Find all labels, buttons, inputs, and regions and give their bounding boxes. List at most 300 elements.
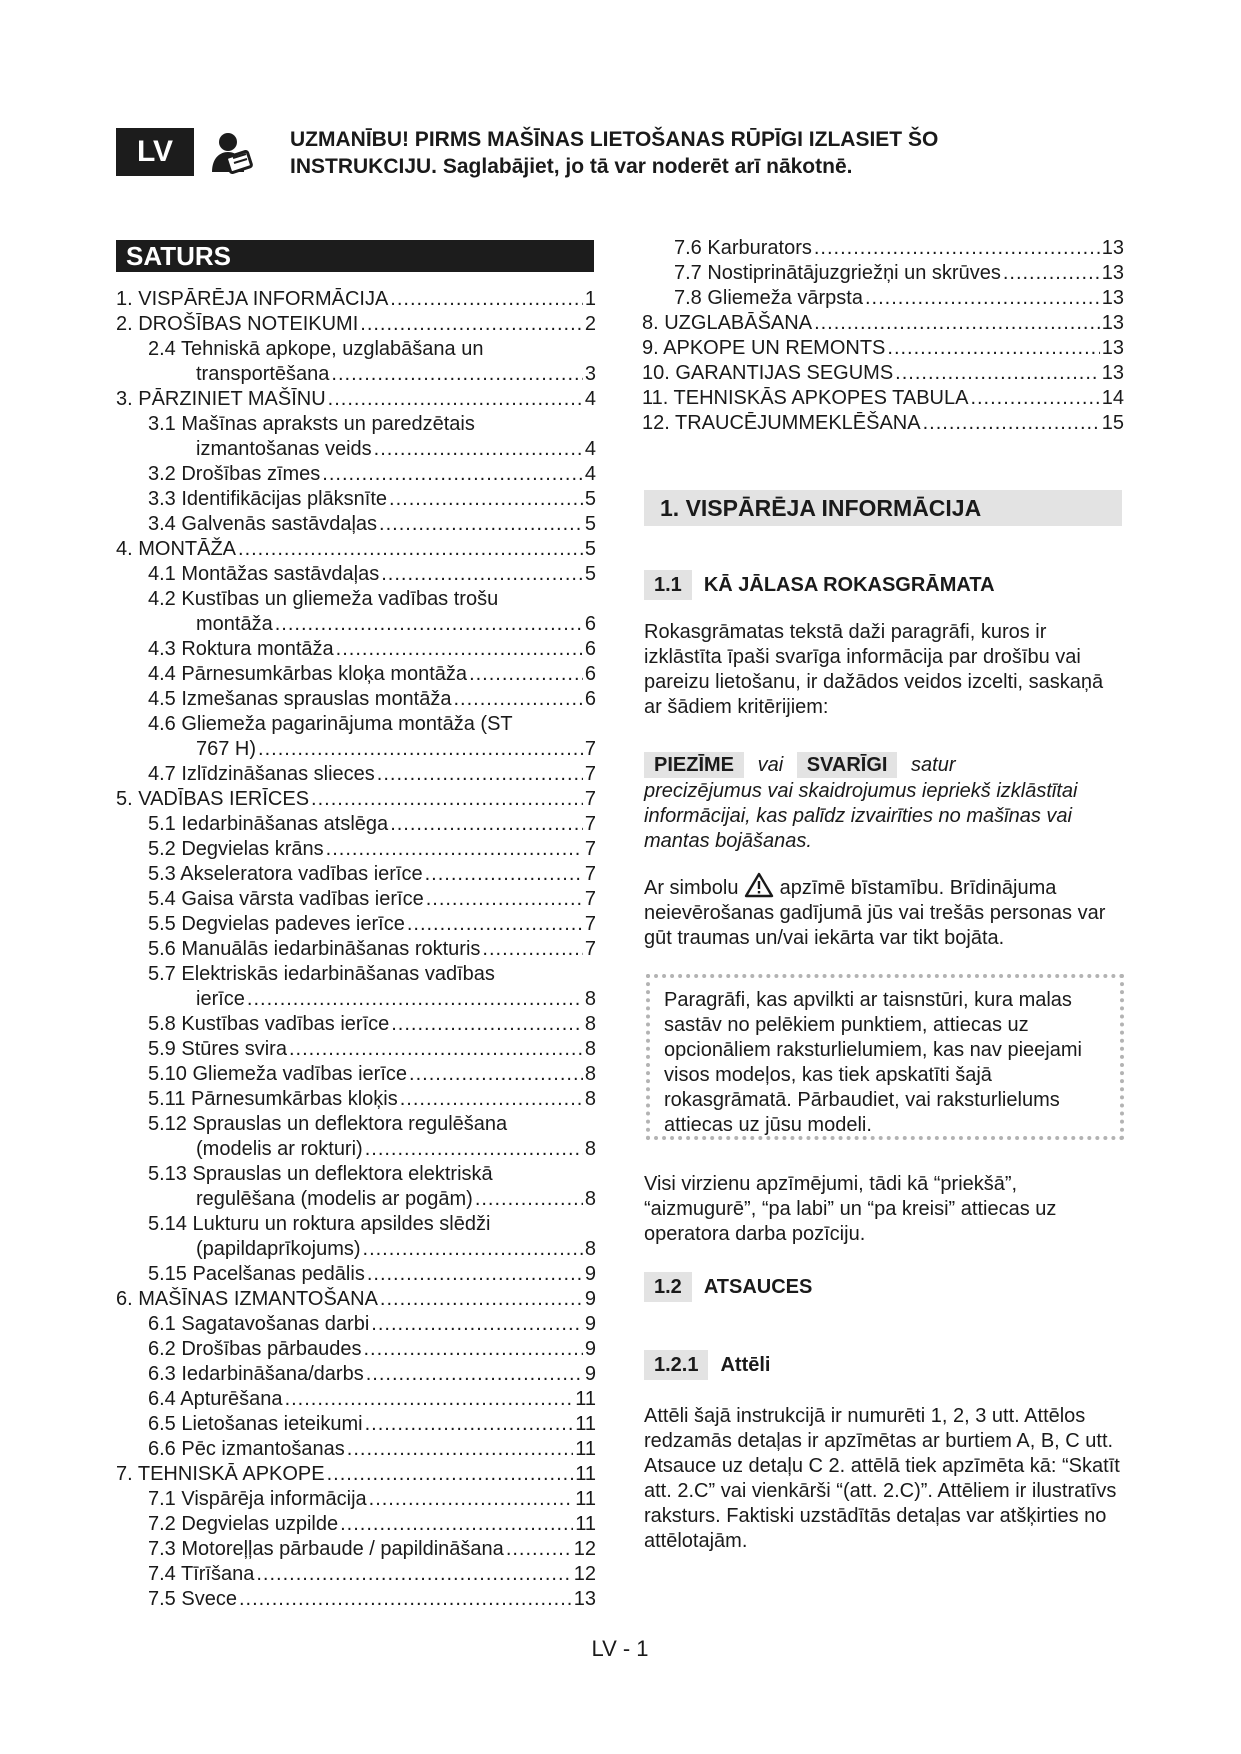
toc-entry-row xyxy=(116,737,596,762)
toc-dot-leader xyxy=(374,437,583,462)
toc-dot-leader xyxy=(469,662,583,687)
toc-entry-row xyxy=(116,637,596,662)
toc-page-number: 3 xyxy=(584,363,596,385)
toc-dot-leader xyxy=(409,1062,583,1087)
toc-entry-row xyxy=(116,1487,596,1512)
toc-dot-leader xyxy=(381,562,583,587)
toc-page-number: 8 xyxy=(584,1138,596,1160)
toc-page-number: 11 xyxy=(575,1438,596,1460)
toc-entry-title: 5.12 Sprauslas un deflektora regulēšana xyxy=(148,1113,508,1135)
toc-entry xyxy=(116,1087,596,1112)
toc-entry xyxy=(116,812,596,837)
toc-page-number: 4 xyxy=(584,388,596,410)
toc-dot-leader xyxy=(426,887,583,912)
toc-entry xyxy=(116,487,596,512)
toc-page-number: 7 xyxy=(584,863,596,885)
note-tag: PIEZĪME xyxy=(644,752,744,778)
toc-entry-title: 6.4 Apturēšana xyxy=(148,1388,283,1410)
toc-entry-row xyxy=(116,837,596,862)
toc-page-number: 15 xyxy=(1101,412,1124,434)
toc-entry xyxy=(116,1487,596,1512)
toc-entry xyxy=(642,261,1124,286)
toc-dot-leader xyxy=(363,1237,583,1262)
toc-entry xyxy=(116,1462,596,1487)
toc-entry-row xyxy=(116,287,596,312)
toc-entry-row xyxy=(116,937,596,962)
toc-page-number: 7 xyxy=(584,838,596,860)
toc-page-number: 7 xyxy=(584,738,596,760)
toc-page-number: 5 xyxy=(584,488,596,510)
toc-page-number: 6 xyxy=(584,688,596,710)
toc-page-number: 13 xyxy=(1101,362,1124,384)
toc-dot-leader xyxy=(970,386,1099,411)
toc-dot-leader xyxy=(454,687,583,712)
toc-dot-leader xyxy=(311,787,583,812)
toc-entry-title: 9. APKOPE UN REMONTS xyxy=(642,337,886,359)
toc-dot-leader xyxy=(1003,261,1100,286)
toc-dot-leader xyxy=(506,1537,572,1562)
warning-line-1: UZMANĪBU! PIRMS MAŠĪNAS LIETOŠANAS RŪPĪGI IZLASIET ŠO xyxy=(290,128,939,151)
toc-entry xyxy=(116,937,596,962)
toc-entry-row xyxy=(116,1087,596,1112)
toc-entry xyxy=(116,587,596,637)
toc-page-number: 9 xyxy=(584,1338,596,1360)
toc-entry-row xyxy=(116,1137,596,1162)
section-1-heading: 1. VISPĀRĒJA INFORMĀCIJA xyxy=(644,490,1122,526)
toc-dot-leader xyxy=(390,287,583,312)
subsection-number: 1.2.1 xyxy=(644,1350,708,1380)
toc-dot-leader xyxy=(347,1437,573,1462)
toc-dot-leader xyxy=(814,311,1100,336)
toc-page-number: 14 xyxy=(1101,387,1124,409)
subsection-title: KĀ JĀLASA ROKASGRĀMATA xyxy=(703,573,995,596)
toc-entry xyxy=(116,312,596,337)
toc-entry-title: 7.5 Svece xyxy=(148,1588,237,1610)
toc-entry-title: 4.7 Izlīdzināšanas slieces xyxy=(148,763,375,785)
toc-page-number: 12 xyxy=(573,1538,596,1560)
toc-dot-leader xyxy=(326,837,583,862)
toc-entry-title: 7.3 Motoreļļas pārbaude / papildināšana xyxy=(148,1538,504,1560)
toc-entry-title: 4.5 Izmešanas sprauslas montāža xyxy=(148,688,452,710)
toc-entry-title: 7.7 Nostiprinātājuzgriežņi un skrūves xyxy=(674,262,1001,284)
toc-entry-title: 5. VADĪBAS IERĪCES xyxy=(116,788,310,810)
toc-page-number: 8 xyxy=(584,1088,596,1110)
toc-entry-row xyxy=(116,612,596,637)
toc-entry-row xyxy=(116,437,596,462)
toc-entry-title: 7. TEHNISKĀ APKOPE xyxy=(116,1463,325,1485)
toc-entry-title: 6.2 Drošības pārbaudes xyxy=(148,1338,362,1360)
toc-entry xyxy=(116,1012,596,1037)
toc-entry-row xyxy=(116,862,596,887)
note-tags-line xyxy=(644,753,1114,778)
toc-entry xyxy=(116,712,596,762)
toc-entry xyxy=(116,887,596,912)
toc-dot-leader xyxy=(400,1087,583,1112)
toc-entry xyxy=(642,236,1124,261)
toc-entry xyxy=(116,1587,596,1612)
toc-entry xyxy=(642,336,1124,361)
toc-entry-title: 4.6 Gliemeža pagarinājuma montāža (ST xyxy=(148,713,513,735)
toc-dot-leader xyxy=(340,1512,573,1537)
toc-entry-title: 3.4 Galvenās sastāvdaļas xyxy=(148,513,378,535)
toc-entry-row xyxy=(642,311,1124,336)
toc-dot-leader xyxy=(285,1387,574,1412)
note-or: vai xyxy=(757,754,784,776)
danger-symbol-paragraph xyxy=(644,872,1124,951)
intro-paragraph: Rokasgrāmatas tekstā daži paragrāfi, kuros ir izklāstīta īpaši svarīga informācija par drošību vai pareizu lietošanu, ir dažādos veidos izcelti, saskaņā ar šādiem kritērijiem: xyxy=(644,621,1104,718)
subsection-number: 1.1 xyxy=(644,570,692,600)
warning-line-2: INSTRUKCIJU. Saglabājiet, jo tā var noderēt arī nākotnē. xyxy=(290,155,853,178)
symbol-text-before: Ar simbolu xyxy=(644,877,739,899)
toc-dot-leader xyxy=(239,1587,572,1612)
toc-entry xyxy=(116,912,596,937)
toc-dot-leader xyxy=(256,1562,571,1587)
toc-dot-leader xyxy=(369,1487,574,1512)
toc-entry-title: 1. VISPĀRĒJA INFORMĀCIJA xyxy=(116,288,389,310)
toc-entry-row xyxy=(116,462,596,487)
toc-entry-title: 3. PĀRZINIET MAŠĪNU xyxy=(116,388,326,410)
toc-entry-title: 6.5 Lietošanas ieteikumi xyxy=(148,1413,363,1435)
toc-entry-row xyxy=(116,987,596,1012)
subsection-title: Attēli xyxy=(720,1353,771,1376)
toc-entry-row xyxy=(116,1012,596,1037)
toc-page-number: 5 xyxy=(584,513,596,535)
toc-entry xyxy=(116,512,596,537)
toc-page-number: 11 xyxy=(575,1388,596,1410)
toc-entry xyxy=(116,1037,596,1062)
toc-entry-row xyxy=(116,512,596,537)
toc-entry-title: 4.4 Pārnesumkārbas kloķa montāža xyxy=(148,663,468,685)
toc-entry-row xyxy=(116,1387,596,1412)
symbol-text-after: apzīmē bīstamību. Brīdinājuma neievērošanas gadījumā jūs vai trešās personas var gūt traumas un/vai iekārta var tikt bojāta. xyxy=(644,877,1106,949)
toc-entry-continuation: (papildaprīkojums) xyxy=(196,1238,361,1260)
toc-entry xyxy=(116,1262,596,1287)
toc-entry xyxy=(116,1512,596,1537)
toc-entry-row xyxy=(116,1187,596,1212)
toc-entry-title: 4.1 Montāžas sastāvdaļas xyxy=(148,563,380,585)
toc-dot-leader xyxy=(389,487,583,512)
toc-entry-row xyxy=(116,1287,596,1312)
toc-entry-continuation: 767 H) xyxy=(196,738,257,760)
page-number: LV - 1 xyxy=(591,1636,649,1661)
toc-entry xyxy=(116,537,596,562)
toc-entry-row xyxy=(642,361,1124,386)
toc-entry xyxy=(116,962,596,1012)
toc-entry-title: 5.4 Gaisa vārsta vadības ierīce xyxy=(148,888,424,910)
toc-page-number: 9 xyxy=(584,1263,596,1285)
toc-entry xyxy=(116,1362,596,1387)
subsection-1-2-1-heading xyxy=(644,1350,770,1380)
toc-entry xyxy=(116,1337,596,1362)
toc-entry-title: 5.7 Elektriskās iedarbināšanas vadības xyxy=(148,963,495,985)
toc-right-column xyxy=(642,236,1124,436)
toc-dot-leader xyxy=(328,387,583,412)
toc-page-number: 11 xyxy=(575,1488,596,1510)
toc-entry xyxy=(116,412,596,462)
reading-person-icon xyxy=(206,128,258,180)
toc-entry-row xyxy=(116,1587,596,1612)
toc-heading: SATURS xyxy=(116,240,594,272)
toc-page-number: 6 xyxy=(584,663,596,685)
toc-dot-leader xyxy=(258,737,583,762)
toc-page-number: 7 xyxy=(584,763,596,785)
toc-entry-title: 10. GARANTIJAS SEGUMS xyxy=(642,362,894,384)
toc-entry-title: 5.11 Pārnesumkārbas kloķis xyxy=(148,1088,398,1110)
toc-entry-title: 6.3 Iedarbināšana/darbs xyxy=(148,1363,364,1385)
toc-entry-title: 5.10 Gliemeža vadības ierīce xyxy=(148,1063,408,1085)
toc-entry-title: 5.9 Stūres svira xyxy=(148,1038,287,1060)
toc-dot-leader xyxy=(425,862,583,887)
toc-dot-leader xyxy=(367,1262,583,1287)
toc-entry-title: 5.14 Lukturu un roktura apsildes slēdži xyxy=(148,1213,491,1235)
toc-entry-row xyxy=(116,912,596,937)
toc-page-number: 11 xyxy=(575,1463,596,1485)
language-badge: LV xyxy=(116,128,194,176)
toc-entry-title: 3.1 Mašīnas apraksts un paredzētais xyxy=(148,413,475,435)
toc-entry-continuation: transportēšana xyxy=(196,363,330,385)
toc-entry xyxy=(116,837,596,862)
toc-entry-row xyxy=(116,1337,596,1362)
optional-features-box xyxy=(646,974,1124,1140)
toc-dot-leader xyxy=(360,312,583,337)
toc-page-number: 8 xyxy=(584,1013,596,1035)
toc-entry xyxy=(642,386,1124,411)
toc-entry-row xyxy=(116,537,596,562)
toc-entry-row xyxy=(116,1412,596,1437)
toc-entry-title: 5.15 Pacelšanas pedālis xyxy=(148,1263,365,1285)
toc-entry-row xyxy=(116,387,596,412)
toc-entry-row xyxy=(642,386,1124,411)
toc-page-number: 11 xyxy=(575,1413,596,1435)
toc-entry xyxy=(642,286,1124,311)
toc-entry-row xyxy=(642,236,1124,261)
toc-dot-leader xyxy=(371,1312,583,1337)
subsection-title: ATSAUCES xyxy=(703,1275,813,1298)
toc-entry xyxy=(116,1312,596,1337)
toc-entry-title: 5.5 Degvielas padeves ierīce xyxy=(148,913,405,935)
toc-page-number: 4 xyxy=(584,463,596,485)
toc-entry-title: 5.6 Manuālās iedarbināšanas rokturis xyxy=(148,938,481,960)
toc-page-number: 13 xyxy=(1101,312,1124,334)
toc-entry-row xyxy=(642,411,1124,436)
toc-entry-row xyxy=(116,362,596,387)
toc-page-number: 8 xyxy=(584,1238,596,1260)
toc-page-number: 13 xyxy=(573,1588,596,1610)
toc-entry-row xyxy=(116,1462,596,1487)
toc-entry-title: 7.1 Vispārēja informācija xyxy=(148,1488,367,1510)
toc-entry xyxy=(116,337,596,387)
toc-entry xyxy=(642,411,1124,436)
toc-entry-title: 11. TEHNISKĀS APKOPES TABULA xyxy=(642,387,969,409)
toc-entry-row xyxy=(116,662,596,687)
toc-entry-title: 7.8 Gliemeža vārpsta xyxy=(674,287,863,309)
toc-dot-leader xyxy=(275,612,583,637)
toc-entry xyxy=(116,462,596,487)
toc-dot-leader xyxy=(390,812,583,837)
note-satur: satur xyxy=(911,754,956,776)
toc-left-column xyxy=(116,287,596,1612)
toc-page-number: 13 xyxy=(1101,287,1124,309)
toc-entry xyxy=(116,1412,596,1437)
toc-entry xyxy=(116,287,596,312)
toc-entry xyxy=(116,1287,596,1312)
toc-entry-title: 2. DROŠĪBAS NOTEIKUMI xyxy=(116,313,359,335)
toc-entry-continuation: regulēšana (modelis ar pogām) xyxy=(196,1188,473,1210)
toc-entry-title: 5.13 Sprauslas un deflektora elektriskā xyxy=(148,1163,493,1185)
toc-dot-leader xyxy=(482,937,582,962)
toc-entry xyxy=(116,1112,596,1162)
subsection-1-1-heading xyxy=(644,570,995,600)
toc-dot-leader xyxy=(365,1412,574,1437)
toc-entry-title: 7.4 Tīrīšana xyxy=(148,1563,255,1585)
toc-entry-row xyxy=(116,1062,596,1087)
toc-page-number: 9 xyxy=(584,1288,596,1310)
toc-entry xyxy=(116,1162,596,1212)
toc-page-number: 6 xyxy=(584,613,596,635)
toc-entry-row xyxy=(116,1037,596,1062)
toc-page-number: 5 xyxy=(584,563,596,585)
toc-entry xyxy=(642,311,1124,336)
note-explanation: precizējumus vai skaidrojumus iepriekš izklāstītai informācijai, kas palīdz izvairīties no mašīnas vai mantas bojāšanas. xyxy=(644,780,1078,852)
toc-dot-leader xyxy=(238,537,583,562)
toc-entry xyxy=(116,1437,596,1462)
toc-entry-title: 6. MAŠĪNAS IZMANTOŠANA xyxy=(116,1288,378,1310)
figures-paragraph: Attēli šajā instrukcijā ir numurēti 1, 2, 3 utt. Attēlos redzamās detaļas ir apzīmētas ar burtiem A, B, C utt. Atsauce uz detaļu C 2. attēlā tiek apzīmēta kā: “Skatīt att. 2.C” vai vienkārši “(att. 2.C)”. Attēliem ir ilustratīvs raksturs. Faktiski uzstādītās detaļas var atšķirties no attēlotajām. xyxy=(644,1405,1120,1552)
toc-entry-title: 4.3 Roktura montāža xyxy=(148,638,334,660)
toc-entry-row xyxy=(642,261,1124,286)
toc-dot-leader xyxy=(887,336,1099,361)
toc-dot-leader xyxy=(322,462,583,487)
toc-entry-row xyxy=(116,1312,596,1337)
toc-entry xyxy=(116,1387,596,1412)
toc-entry-row xyxy=(116,1537,596,1562)
toc-entry-title: 3.2 Drošības zīmes xyxy=(148,463,321,485)
toc-dot-leader xyxy=(380,1287,583,1312)
optional-features-text: Paragrāfi, kas apvilkti ar taisnstūri, kura malas sastāv no pelēkiem punktiem, attiecas uz opcionāliem raksturlielumiem, kas nav pieejami visos modeļos, kas tiek apskatīti šajā rokasgrāmatā. Pārbaudiet, vai raksturlielums attiecas uz jūsu modeli. xyxy=(664,989,1082,1136)
toc-dot-leader xyxy=(814,236,1100,261)
toc-entry-title: 7.6 Karburators xyxy=(674,237,812,259)
toc-dot-leader xyxy=(289,1037,583,1062)
toc-entry xyxy=(116,1062,596,1087)
toc-entry xyxy=(116,862,596,887)
toc-dot-leader xyxy=(247,987,583,1012)
toc-page-number: 1 xyxy=(584,288,596,310)
toc-page-number: 7 xyxy=(584,788,596,810)
toc-dot-leader xyxy=(336,637,583,662)
subsection-1-2-heading xyxy=(644,1272,812,1302)
toc-page-number: 7 xyxy=(584,888,596,910)
toc-entry-row xyxy=(116,1437,596,1462)
toc-entry xyxy=(116,1212,596,1262)
toc-entry xyxy=(116,687,596,712)
toc-entry-row xyxy=(116,887,596,912)
toc-entry-title: 4.2 Kustības un gliemeža vadības trošu xyxy=(148,588,499,610)
toc-page-number: 5 xyxy=(584,538,596,560)
toc-entry xyxy=(116,787,596,812)
toc-entry xyxy=(116,1562,596,1587)
toc-page-number: 13 xyxy=(1101,237,1124,259)
toc-entry-title: 4. MONTĀŽA xyxy=(116,538,237,560)
toc-entry-row xyxy=(116,1237,596,1262)
toc-dot-leader xyxy=(407,912,583,937)
toc-entry-title: 12. TRAUCĒJUMMEKLĒŠANA xyxy=(642,412,921,434)
toc-entry-title: 5.8 Kustības vadības ierīce xyxy=(148,1013,390,1035)
directions-paragraph: Visi virzienu apzīmējumi, tādi kā “priekšā”, “aizmugurē”, “pa labi” un “pa kreisi” attiecas uz operatora darba pozīciju. xyxy=(644,1173,1057,1245)
toc-dot-leader xyxy=(366,1362,583,1387)
toc-entry-continuation: izmantošanas veids xyxy=(196,438,372,460)
toc-entry-continuation: montāža xyxy=(196,613,273,635)
toc-entry-title: 8. UZGLABĀŠANA xyxy=(642,312,813,334)
toc-entry xyxy=(642,361,1124,386)
toc-entry xyxy=(116,1537,596,1562)
toc-dot-leader xyxy=(923,411,1100,436)
important-tag: SVARĪGI xyxy=(797,752,898,778)
toc-entry xyxy=(116,637,596,662)
toc-entry-row xyxy=(116,487,596,512)
toc-entry-row xyxy=(116,562,596,587)
toc-entry xyxy=(116,562,596,587)
toc-entry-title: 7.2 Degvielas uzpilde xyxy=(148,1513,339,1535)
toc-page-number: 8 xyxy=(584,1063,596,1085)
toc-dot-leader xyxy=(365,1137,583,1162)
toc-entry-row xyxy=(116,312,596,337)
toc-dot-leader xyxy=(895,361,1100,386)
toc-page-number: 13 xyxy=(1101,337,1124,359)
toc-entry-row xyxy=(642,336,1124,361)
toc-page-number: 7 xyxy=(584,913,596,935)
toc-entry-row xyxy=(116,1512,596,1537)
toc-entry xyxy=(116,762,596,787)
toc-page-number: 6 xyxy=(584,638,596,660)
toc-page-number: 13 xyxy=(1101,262,1124,284)
toc-page-number: 8 xyxy=(584,1188,596,1210)
toc-page-number: 12 xyxy=(573,1563,596,1585)
toc-entry-title: 5.3 Akseleratora vadības ierīce xyxy=(148,863,423,885)
toc-page-number: 8 xyxy=(584,1038,596,1060)
warning-text xyxy=(290,126,1090,180)
toc-dot-leader xyxy=(379,512,583,537)
toc-entry-row xyxy=(116,1562,596,1587)
toc-dot-leader xyxy=(377,762,583,787)
toc-entry-title: 6.6 Pēc izmantošanas xyxy=(148,1438,345,1460)
toc-entry-row xyxy=(116,1362,596,1387)
toc-dot-leader xyxy=(327,1462,574,1487)
toc-dot-leader xyxy=(865,286,1100,311)
warning-triangle-icon xyxy=(744,872,774,898)
toc-page-number: 9 xyxy=(584,1313,596,1335)
toc-entry-row xyxy=(116,762,596,787)
toc-page-number: 8 xyxy=(584,988,596,1010)
toc-page-number: 9 xyxy=(584,1363,596,1385)
toc-dot-leader xyxy=(331,362,582,387)
toc-entry-row xyxy=(642,286,1124,311)
toc-dot-leader xyxy=(391,1012,583,1037)
toc-page-number: 4 xyxy=(584,438,596,460)
toc-entry-row xyxy=(116,812,596,837)
toc-entry-row xyxy=(116,787,596,812)
toc-entry-continuation: (modelis ar rokturi) xyxy=(196,1138,363,1160)
toc-entry xyxy=(116,662,596,687)
toc-page-number: 2 xyxy=(584,313,596,335)
toc-entry-row xyxy=(116,687,596,712)
toc-page-number: 7 xyxy=(584,813,596,835)
toc-entry xyxy=(116,387,596,412)
toc-entry-title: 3.3 Identifikācijas plāksnīte xyxy=(148,488,388,510)
toc-entry-title: 5.2 Degvielas krāns xyxy=(148,838,324,860)
toc-entry-continuation: ierīce xyxy=(196,988,245,1010)
subsection-number: 1.2 xyxy=(644,1272,692,1302)
toc-entry-title: 6.1 Sagatavošanas darbi xyxy=(148,1313,370,1335)
